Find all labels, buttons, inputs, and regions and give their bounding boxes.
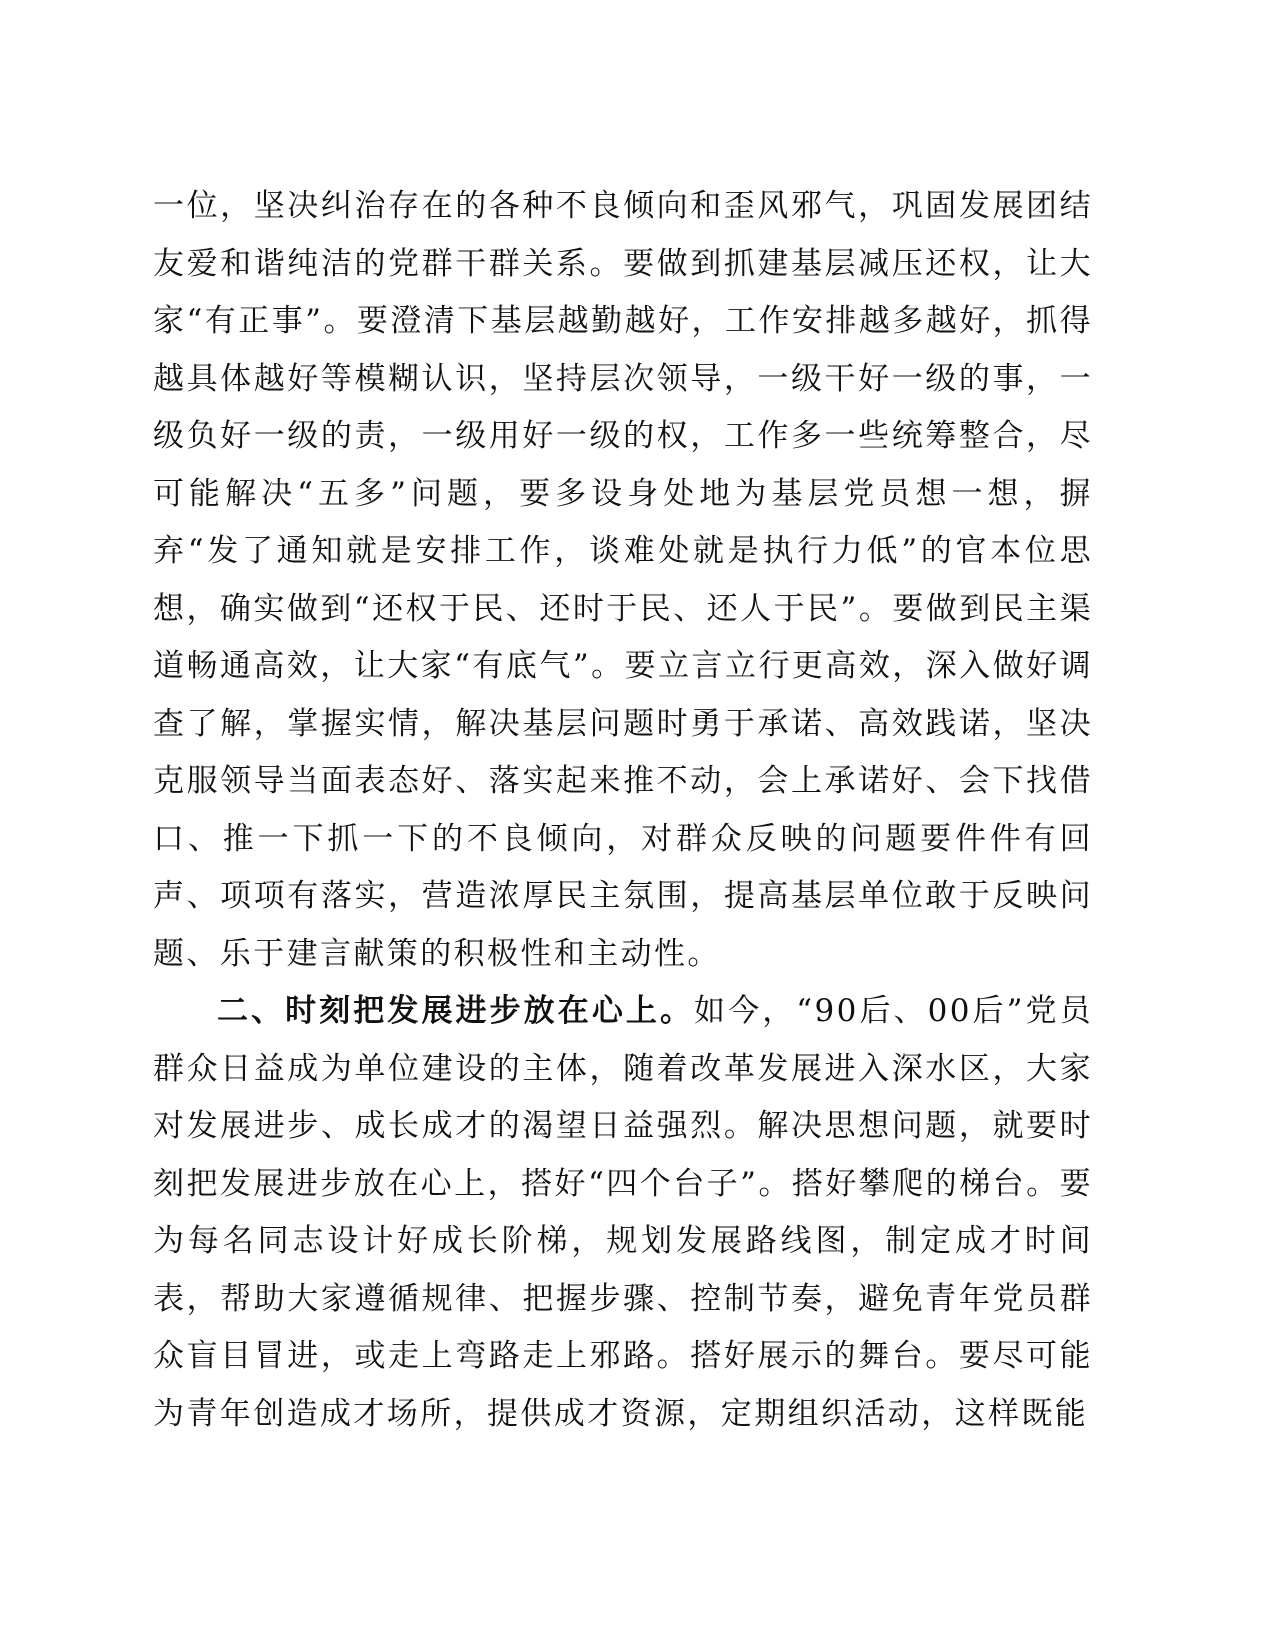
section-body: 如今，“90后、00后”党员群众日益成为单位建设的主体，随着改革发展进入深水区，大家对发展进步、成长成才的渴望日益强烈。解决思想问题，就要时刻把发展进步放在心上，搭好“四个台子”。搭好攀爬的梯台。要为每名同志设计好成长阶梯，规划发展路线图，制定成才时间表，帮助大家遵循规律、把握步骤、控制节奏，避免青年党员群众盲目冒进，或走上弯路走上邪路。搭好展示的舞台。要尽可能为青年创造成才场所，提供成才资源，定期组织活动，这样既能 bbox=[153, 993, 1093, 1432]
paragraph-continued: 一位，坚决纠治存在的各种不良倾向和歪风邪气，巩固发展团结友爱和谐纯洁的党群干群关系。要做到抓建基层减压还权，让大家“有正事”。要澄清下基层越勤越好，工作安排越多越好，抓得越具体越好等模糊认识，坚持层次领导，一级干好一级的事，一级负好一级的责，一级用好一级的权，工作多一些统筹整合，尽可能解决“五多”问题，要多设身处地为基层党员想一想，摒弃“发了通知就是安排工作，谈难处就是执行力低”的官本位思想，确实做到“还权于民、还时于民、还人于民”。要做到民主渠道畅通高效，让大家“有底气”。要立言立行更高效，深入做好调查了解，掌握实情，解决基层问题时勇于承诺、高效践诺，坚决克服领导当面表态好、落实起来推不动，会上承诺好、会下找借口、推一下抓一下的不良倾向，对群众反映的问题要件件有回声、项项有落实，营造浓厚民主氛围，提高基层单位敢于反映问题、乐于建言献策的积极性和主动性。 bbox=[153, 188, 1093, 972]
body-text bbox=[153, 178, 1093, 1443]
paragraph-section-two bbox=[153, 983, 1093, 1443]
section-heading: 二、时刻把发展进步放在心上。 bbox=[217, 993, 695, 1029]
